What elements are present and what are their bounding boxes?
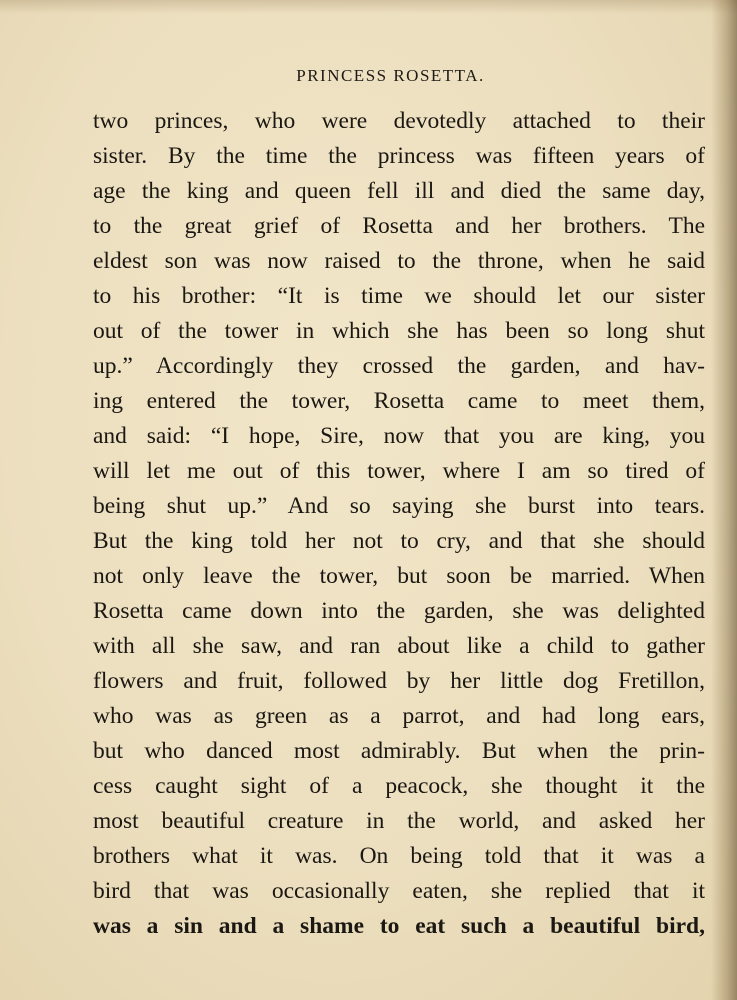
text-line: being shut up.” And so saying she burst into tears. [93,493,705,519]
text-line: was a sin and a shame to eat such a beautiful bird, [93,913,705,939]
text-line: will let me out of this tower, where I am so tired of [93,458,705,484]
text-line: up.” Accordingly they crossed the garden, and hav- [93,353,705,379]
text-line: But the king told her not to cry, and that she should [93,528,705,554]
page-top-shadow [0,0,737,14]
text-line: bird that was occasionally eaten, she replied that it [93,878,705,904]
text-line: ing entered the tower, Rosetta came to meet them, [93,388,705,414]
text-line: who was as green as a parrot, and had long ears, [93,703,705,729]
text-line: age the king and queen fell ill and died the same day, [93,178,705,204]
text-line: most beautiful creature in the world, and asked her [93,808,705,834]
text-line: cess caught sight of a peacock, she thought it the [93,773,705,799]
text-line: out of the tower in which she has been so long shut [93,318,705,344]
text-line: Rosetta came down into the garden, she was delighted [93,598,705,624]
text-line: sister. By the time the princess was fifteen years of [93,143,705,169]
text-line: flowers and fruit, followed by her little dog Fretillon, [93,668,705,694]
text-line: to his brother: “It is time we should let our sister [93,283,705,309]
running-head: PRINCESS ROSETTA. [296,66,485,85]
text-line: but who danced most admirably. But when the prin- [93,738,705,764]
text-line: eldest son was now raised to the throne, when he said [93,248,705,274]
text-line: brothers what it was. On being told that it was a [93,843,705,869]
text-line: two princes, who were devotedly attached to their [93,108,705,134]
text-line: not only leave the tower, but soon be married. When [93,563,705,589]
text-line: and said: “I hope, Sire, now that you are king, you [93,423,705,449]
body-text [93,104,705,944]
page-edge-shadow [711,0,737,1000]
text-line: to the great grief of Rosetta and her brothers. The [93,213,705,239]
text-line: with all she saw, and ran about like a child to gather [93,633,705,659]
